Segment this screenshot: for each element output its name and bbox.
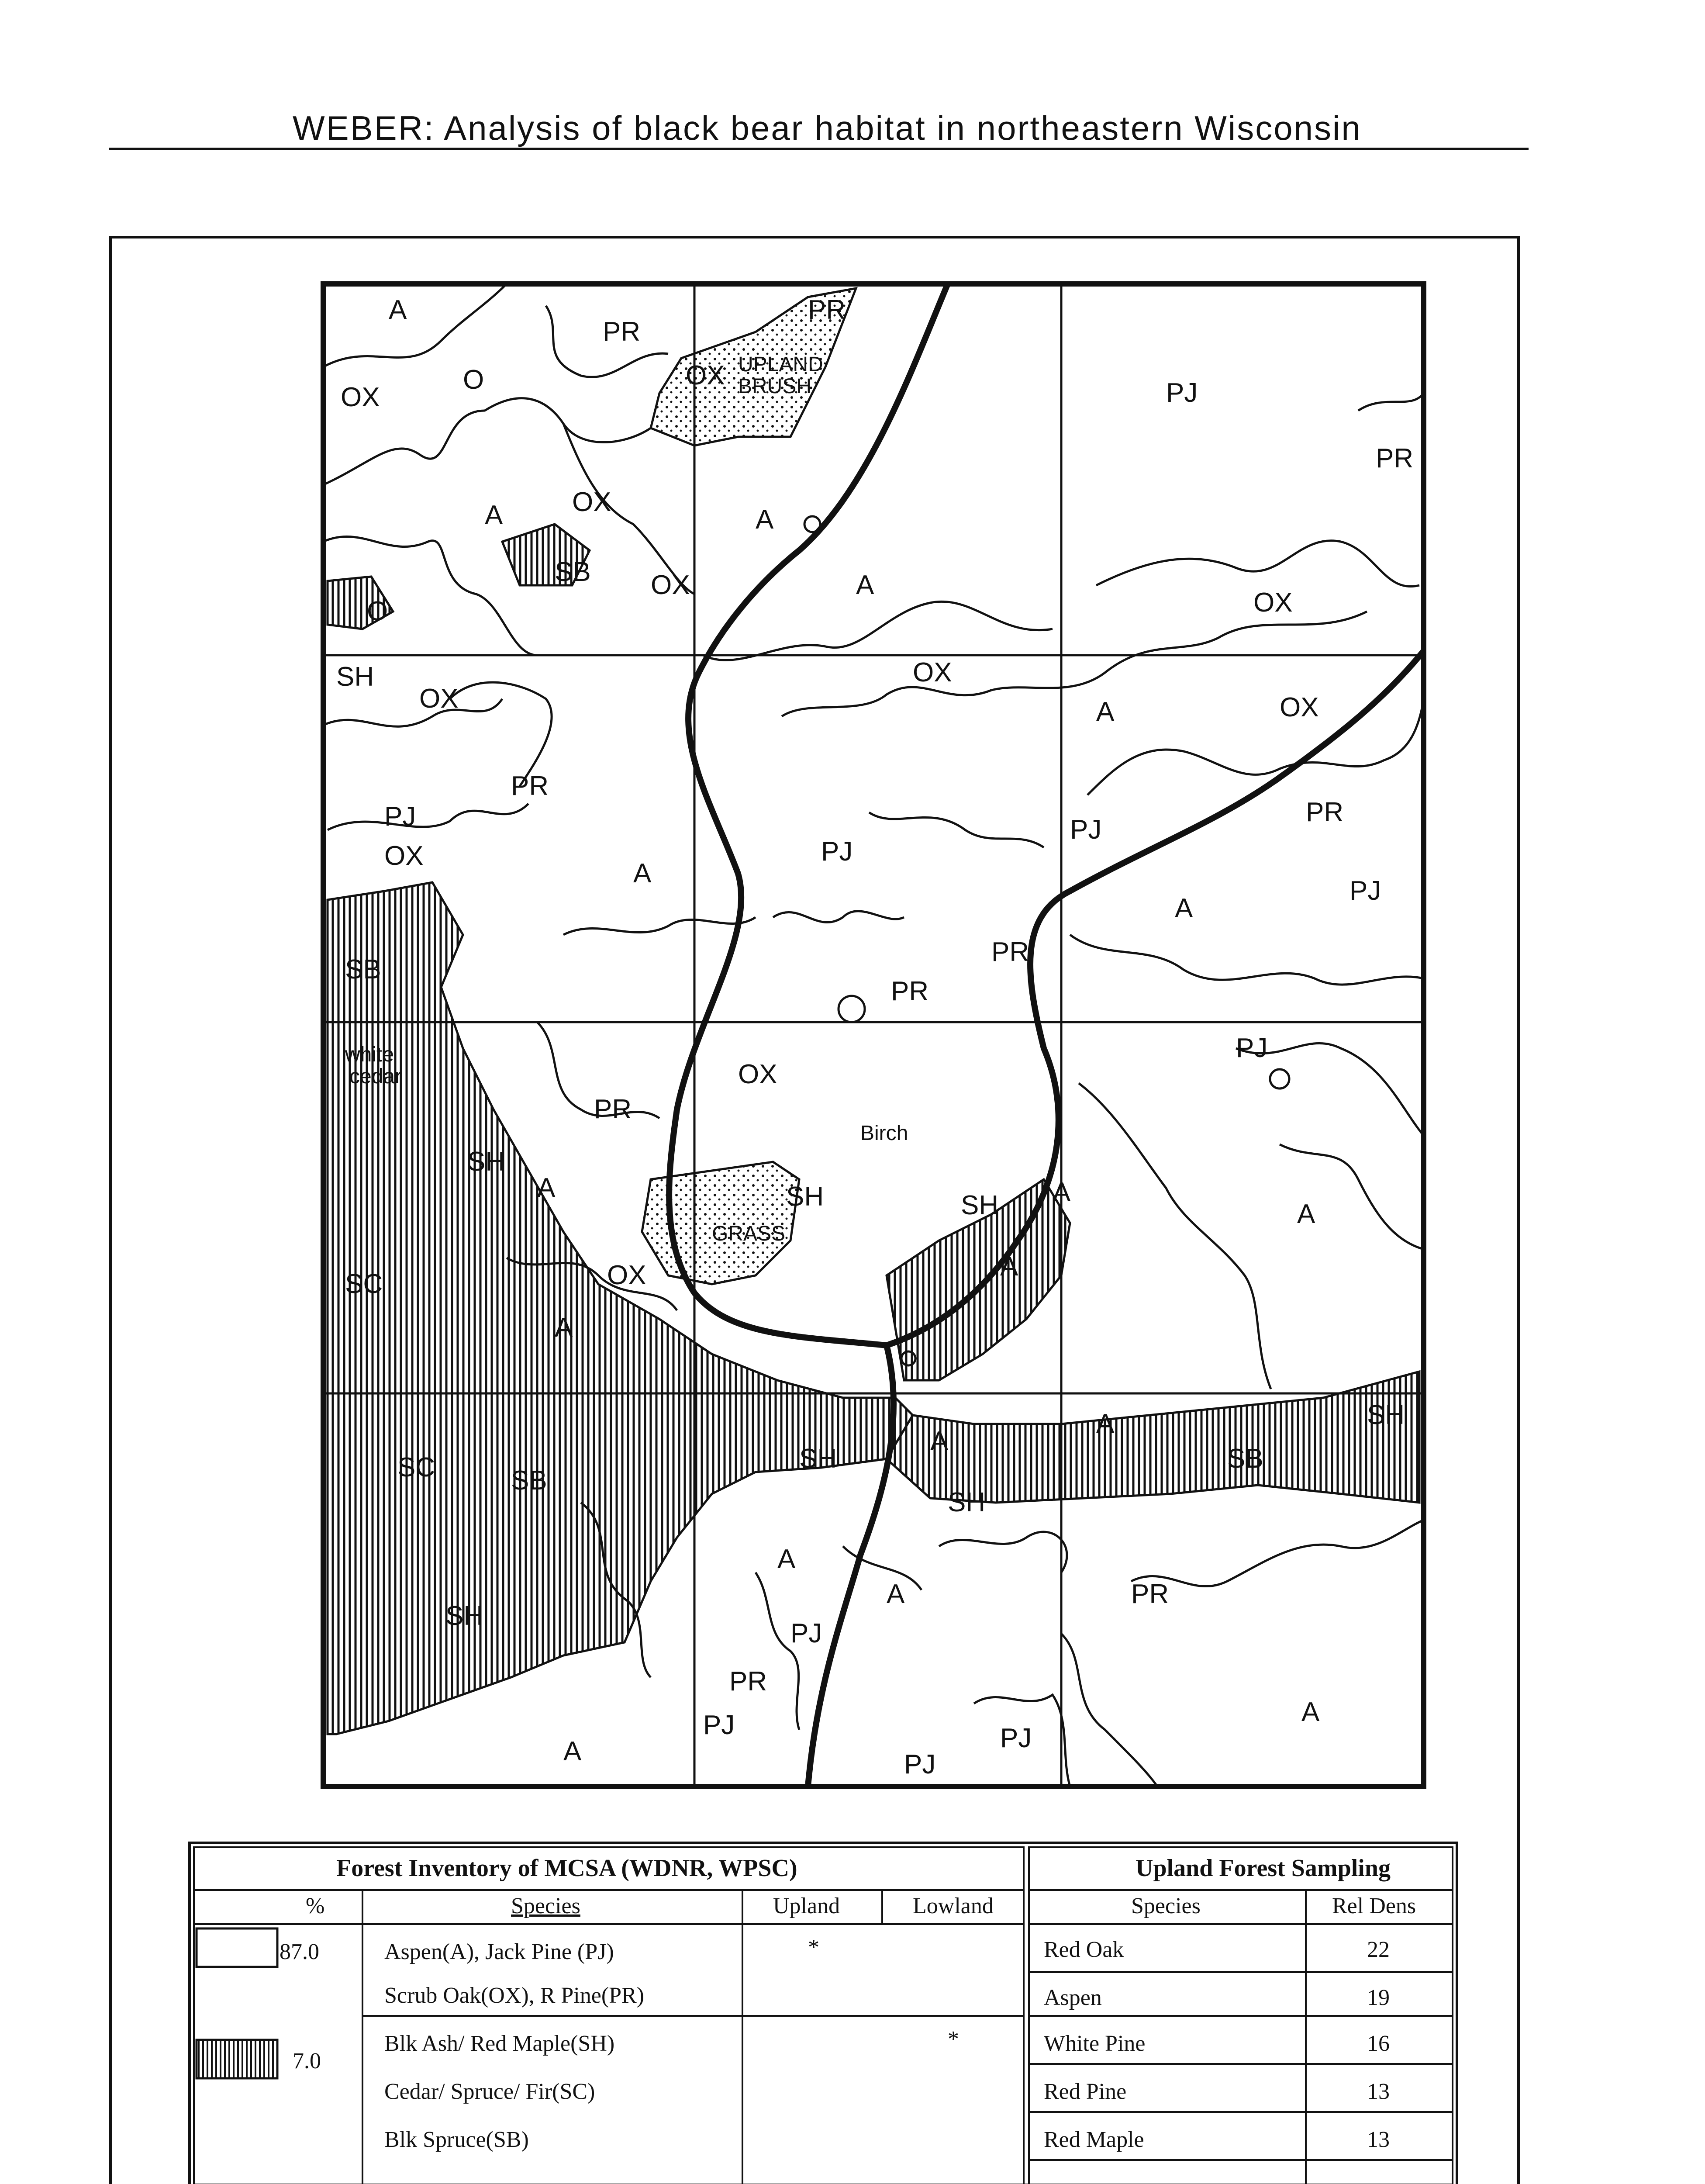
label-sh-6: SH: [799, 1444, 837, 1474]
label-pj-8: PJ: [703, 1710, 735, 1740]
sampling-species-3: White Pine: [1044, 2031, 1146, 2056]
label-pr-9: PR: [1131, 1579, 1169, 1609]
label-grass: GRASS: [712, 1222, 786, 1245]
species-row-2: Scrub Oak(OX), R Pine(PR): [384, 1983, 645, 2008]
label-sh-8: SH: [445, 1601, 483, 1631]
label-pj-9: PJ: [1000, 1723, 1032, 1753]
label-sb-2: SB: [345, 954, 381, 985]
label-sh-1: SH: [336, 662, 374, 692]
label-ox-6: OX: [419, 684, 459, 714]
label-pj-4: PJ: [1070, 815, 1102, 845]
label-pr-4: PR: [511, 771, 549, 801]
inventory-table-svg: [188, 1841, 1459, 2184]
label-sh-7: SH: [948, 1487, 986, 1517]
percent-upland-group: 87.0: [280, 1939, 319, 1964]
label-sh-5: SH: [1367, 1400, 1405, 1430]
running-title: WEBER: Analysis of black bear habitat in northeastern Wisconsin: [293, 109, 1362, 147]
label-a-7: A: [1175, 893, 1193, 923]
label-a-3: A: [756, 505, 774, 535]
label-ox-2: OX: [686, 360, 725, 390]
forest-map: [319, 280, 1428, 1791]
species-row-1: Aspen(A), Jack Pine (PJ): [384, 1939, 614, 1964]
label-a-11: A: [1000, 1251, 1018, 1282]
label-a-4: A: [856, 570, 874, 600]
label-a-14: A: [1096, 1409, 1115, 1439]
label-brush: BRUSH: [738, 375, 812, 398]
label-pr-3: PR: [1376, 443, 1414, 473]
label-o-1: O: [463, 365, 484, 395]
label-o-2: O: [367, 596, 388, 626]
label-a-18: A: [563, 1736, 582, 1766]
label-pj-5: PJ: [1350, 876, 1381, 906]
label-pr-8: PR: [594, 1094, 632, 1124]
upland-marker: *: [808, 1935, 819, 1960]
sampling-dens-4: 13: [1367, 2079, 1390, 2104]
label-sh-2: SH: [467, 1147, 505, 1177]
study-zone-boundary: [669, 284, 948, 1787]
label-sc-2: SC: [397, 1452, 435, 1482]
sampling-species-2: Aspen: [1044, 1985, 1102, 2010]
species-row-4: Cedar/ Spruce/ Fir(SC): [384, 2079, 595, 2104]
label-pr-7: PR: [891, 976, 929, 1006]
label-ox-5: OX: [1253, 587, 1293, 618]
col-percent-header: %: [306, 1894, 325, 1918]
forest-map-svg: [319, 280, 1428, 1791]
label-a-17: A: [1301, 1697, 1320, 1727]
label-a-13: A: [930, 1426, 949, 1456]
sampling-dens-1: 22: [1367, 1937, 1390, 1962]
label-pr-2: PR: [808, 295, 846, 325]
label-ox-7: OX: [913, 657, 952, 688]
label-ox-11: OX: [607, 1260, 646, 1290]
label-a-5: A: [1096, 697, 1115, 727]
label-pj-6: PJ: [1236, 1033, 1268, 1063]
label-pj-7: PJ: [790, 1618, 822, 1648]
label-a-10: A: [1297, 1199, 1315, 1229]
label-ox-9: OX: [384, 841, 424, 871]
hatch-area-east-band: [887, 1372, 1419, 1503]
inventory-table: [188, 1841, 1459, 2184]
col-species-right-header: Species: [1131, 1894, 1201, 1918]
legend-swatch-lowland: [197, 2040, 277, 2078]
col-rel-dens-header: Rel Dens: [1332, 1894, 1416, 1918]
left-table-title: Forest Inventory of MCSA (WDNR, WPSC): [336, 1855, 797, 1882]
label-cedar: cedar: [349, 1065, 402, 1088]
label-a-16: A: [887, 1579, 905, 1609]
label-ox-8: OX: [1280, 692, 1319, 722]
percent-lowland-group: 7.0: [293, 2049, 321, 2073]
sampling-species-4: Red Pine: [1044, 2079, 1127, 2104]
right-table-title: Upland Forest Sampling: [1136, 1855, 1391, 1882]
col-lowland-header: Lowland: [913, 1894, 994, 1918]
label-sb-1: SB: [555, 557, 591, 587]
label-ox-3: OX: [572, 487, 611, 517]
label-upland: UPLAND: [738, 353, 823, 376]
label-sh-3: SH: [786, 1182, 824, 1212]
label-pj-2: PJ: [384, 802, 416, 832]
label-pj-10: PJ: [904, 1749, 936, 1780]
label-ox-1: OX: [341, 382, 380, 412]
label-a-6: A: [633, 858, 652, 888]
label-ox-10: OX: [738, 1059, 777, 1089]
sampling-dens-2: 19: [1367, 1985, 1390, 2010]
label-a-15: A: [777, 1544, 796, 1574]
lowland-marker: *: [948, 2027, 959, 2052]
label-pr-1: PR: [603, 317, 641, 347]
label-pj-1: PJ: [1166, 378, 1198, 408]
label-pr-6: PR: [991, 937, 1029, 967]
label-sh-4: SH: [961, 1190, 999, 1220]
label-birch: Birch: [860, 1122, 908, 1145]
species-row-5: Blk Spruce(SB): [384, 2127, 529, 2152]
label-a-2: A: [485, 500, 503, 530]
legend-swatch-upland: [197, 1928, 277, 1967]
label-pj-3: PJ: [821, 836, 853, 867]
label-ox-4: OX: [651, 570, 690, 600]
sampling-dens-5: 13: [1367, 2127, 1390, 2152]
running-header: [109, 95, 1529, 150]
sampling-species-5: Red Maple: [1044, 2127, 1144, 2152]
label-a-8: A: [537, 1173, 556, 1203]
label-sc-1: SC: [345, 1269, 383, 1299]
col-species-header: Species: [511, 1894, 580, 1918]
label-pr-5: PR: [1306, 797, 1344, 827]
sampling-species-1: Red Oak: [1044, 1937, 1124, 1962]
col-upland-header: Upland: [773, 1894, 840, 1918]
label-a-12: A: [555, 1313, 573, 1343]
hatch-area-southwest: [328, 882, 913, 1734]
label-pr-10: PR: [729, 1666, 767, 1697]
label-a-1: A: [389, 295, 407, 325]
label-sb-3: SB: [1227, 1444, 1263, 1474]
label-sb-4: SB: [511, 1465, 547, 1496]
label-white: white: [345, 1043, 394, 1066]
species-row-3: Blk Ash/ Red Maple(SH): [384, 2031, 615, 2056]
sampling-dens-3: 16: [1367, 2031, 1390, 2056]
label-a-9: A: [1053, 1177, 1071, 1207]
